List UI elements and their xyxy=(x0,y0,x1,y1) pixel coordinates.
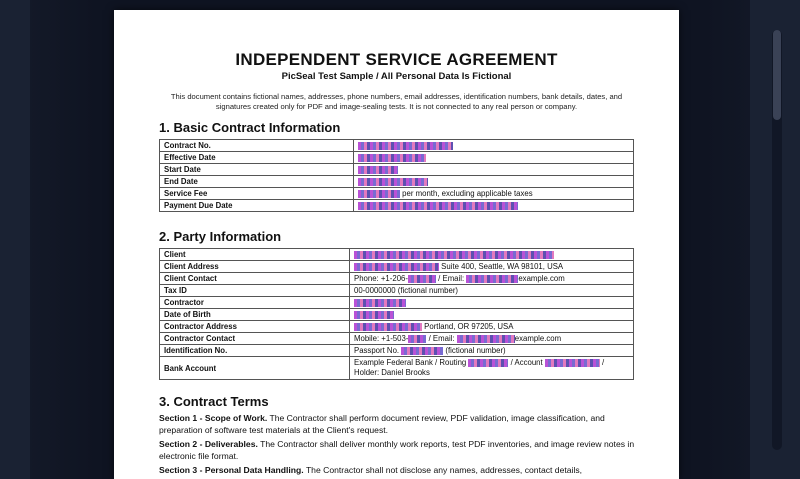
table-row xyxy=(160,309,634,321)
redaction-block xyxy=(354,263,439,271)
row-label: Client Contact xyxy=(160,273,350,285)
table-row xyxy=(160,297,634,309)
redaction-block xyxy=(468,359,508,367)
row-label: Identification No. xyxy=(160,345,350,357)
row-label: Client xyxy=(160,249,350,261)
redaction-block xyxy=(408,275,436,283)
redaction-block xyxy=(457,335,515,343)
redaction-block xyxy=(545,359,600,367)
redaction-block xyxy=(401,347,443,355)
row-value xyxy=(354,164,634,176)
section3-heading: 3. Contract Terms xyxy=(159,394,269,409)
section-2-paragraph xyxy=(159,439,639,462)
passport-label: Passport No. xyxy=(354,346,400,355)
redaction-block xyxy=(466,275,518,283)
service-fee-text: per month, excluding applicable taxes xyxy=(402,189,533,198)
row-value xyxy=(354,152,634,164)
row-label: Contractor Contact xyxy=(160,333,350,345)
table-row xyxy=(160,140,634,152)
row-value xyxy=(350,321,634,333)
section-1-title: Section 1 - Scope of Work. xyxy=(159,413,268,423)
table-row xyxy=(160,176,634,188)
table-row xyxy=(160,188,634,200)
row-label: Contractor Address xyxy=(160,321,350,333)
row-label: Service Fee xyxy=(160,188,354,200)
redaction-block xyxy=(354,299,406,307)
row-value xyxy=(354,200,634,212)
section-2-text: The Contractor shall deliver monthly work reports, test PDF inventories, and image review notes in electronic file format. xyxy=(159,439,635,461)
document-page xyxy=(114,10,679,479)
row-value xyxy=(354,176,634,188)
redaction-block xyxy=(354,311,394,319)
table-row xyxy=(160,164,634,176)
table-row xyxy=(160,321,634,333)
redaction-block xyxy=(408,335,426,343)
table-row xyxy=(160,345,634,357)
section-2-title: Section 2 - Deliverables. xyxy=(159,439,258,449)
row-label: End Date xyxy=(160,176,354,188)
section1-heading: 1. Basic Contract Information xyxy=(159,120,341,135)
viewer-left-margin xyxy=(0,0,30,479)
party-info-table xyxy=(159,248,634,380)
row-value xyxy=(350,273,634,285)
contractor-email-domain: example.com xyxy=(514,334,562,343)
slash: / xyxy=(602,358,605,367)
table-row xyxy=(160,200,634,212)
row-label: Contract No. xyxy=(160,140,354,152)
row-value xyxy=(350,249,634,261)
row-value xyxy=(350,309,634,321)
row-value xyxy=(350,297,634,309)
document-title: INDEPENDENT SERVICE AGREEMENT xyxy=(235,50,558,69)
section-3-paragraph xyxy=(159,465,639,477)
section-1-paragraph xyxy=(159,413,639,436)
table-row xyxy=(160,333,634,345)
table-row xyxy=(160,273,634,285)
table-row xyxy=(160,261,634,273)
redaction-block xyxy=(354,251,554,259)
table-row xyxy=(160,249,634,261)
document-subtitle: PicSeal Test Sample / All Personal Data Is Fictional xyxy=(281,71,512,82)
row-value xyxy=(354,188,634,200)
row-value xyxy=(354,140,634,152)
document-intro: This document contains fictional names, addresses, phone numbers, email addresses, identification numbers, bank details, dates, and signatures created only for PDF and image-sealing tests. It is not connected to any real person or company. xyxy=(170,92,623,111)
passport-note: (fictional number) xyxy=(445,346,506,355)
row-value xyxy=(350,345,634,357)
table-row xyxy=(160,152,634,164)
section2-heading: 2. Party Information xyxy=(159,229,282,244)
table-row xyxy=(160,357,634,380)
contractor-address-text: Portland, OR 97205, USA xyxy=(424,322,514,331)
account-holder-text: Holder: Daniel Brooks xyxy=(354,368,430,377)
row-label: Start Date xyxy=(160,164,354,176)
row-label: Payment Due Date xyxy=(160,200,354,212)
redaction-block xyxy=(358,178,428,186)
redaction-block xyxy=(358,142,453,150)
redaction-block xyxy=(358,154,426,162)
client-phone-prefix: Phone: +1-206- xyxy=(354,274,408,283)
contractor-phone-prefix: Mobile: +1-503- xyxy=(354,334,409,343)
row-value: 00-0000000 (fictional number) xyxy=(350,285,634,297)
client-address-text: Suite 400, Seattle, WA 98101, USA xyxy=(441,262,564,271)
redaction-block xyxy=(358,202,518,210)
row-label: Contractor xyxy=(160,297,350,309)
contractor-email-label: / Email: xyxy=(428,334,455,343)
row-label: Date of Birth xyxy=(160,309,350,321)
scrollbar-thumb[interactable] xyxy=(773,30,781,120)
section-1-text: The Contractor shall perform document review, PDF validation, image classification, and preparation of software test materials at the Client's request. xyxy=(159,413,605,435)
row-label: Tax ID xyxy=(160,285,350,297)
redaction-block xyxy=(354,323,422,331)
client-email-domain: example.com xyxy=(518,274,565,283)
section-3-text: The Contractor shall not disclose any names, addresses, contact details, xyxy=(305,465,583,475)
client-email-label: / Email: xyxy=(438,274,465,283)
table-row xyxy=(160,285,634,297)
row-value xyxy=(350,357,634,380)
account-label: / Account xyxy=(510,358,543,367)
contract-info-table xyxy=(159,139,634,212)
redaction-block xyxy=(358,166,398,174)
redaction-block xyxy=(358,190,400,198)
bank-name-text: Example Federal Bank / Routing xyxy=(354,358,467,367)
row-label: Effective Date xyxy=(160,152,354,164)
section-3-title: Section 3 - Personal Data Handling. xyxy=(159,465,304,475)
vertical-scrollbar[interactable] xyxy=(772,30,782,450)
row-value xyxy=(350,333,634,345)
row-label: Bank Account xyxy=(160,357,350,380)
row-value xyxy=(350,261,634,273)
row-label: Client Address xyxy=(160,261,350,273)
